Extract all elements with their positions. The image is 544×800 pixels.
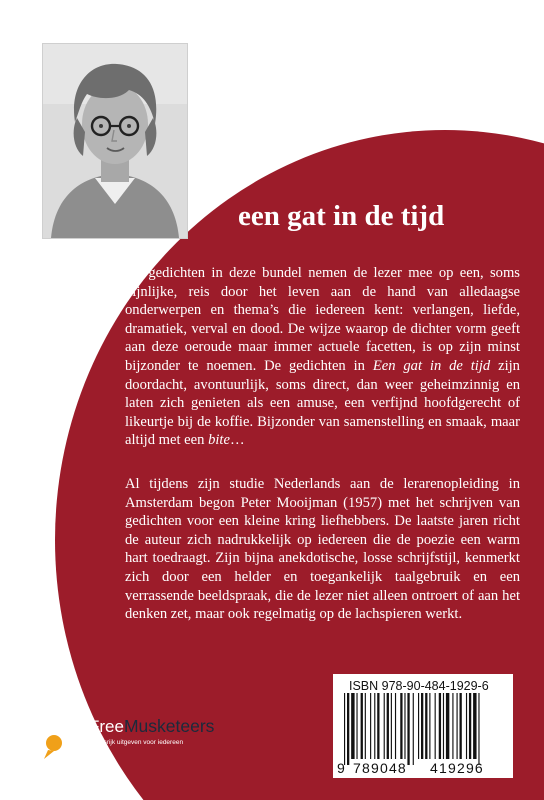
author-photo xyxy=(42,43,188,239)
blurb-paragraph-2: Al tijdens zijn studie Nederlands aan de lerarenopleiding in Amsterdam begon Peter Mooijman (1957) met het schrijven van gedichten voor een kleine kring liefhebbers. De laatste jaren richt de auteur zich nadrukkelijk op iedereen die de poezie een warm hart toedraagt. Zijn bijna anekdotische, losse schrijfstijl, kenmerkt zich door een helder en toegankelijk taalgebruik en een verrassende beeldspraak, die de lezer niet alleen ontroert of aan het denken zet, maar ook regelmatig op de lachspieren werkt. xyxy=(125,476,520,623)
barcode-first-digit: 9 xyxy=(337,760,345,776)
barcode-bar xyxy=(387,693,389,759)
barcode-bar xyxy=(429,693,430,759)
barcode-bar xyxy=(361,693,363,759)
barcode-bar xyxy=(384,693,385,759)
barcode-bar xyxy=(478,693,479,765)
barcode-bar xyxy=(347,693,349,765)
barcode-bar xyxy=(460,693,462,759)
barcode-digits xyxy=(335,760,511,776)
barcode-bar xyxy=(457,693,458,759)
barcode-bar xyxy=(469,693,471,759)
barcode-bar xyxy=(400,693,402,759)
barcode-icon xyxy=(338,693,508,765)
free-musketeers-logo-icon xyxy=(38,697,94,761)
blurb-paragraph-1: De gedichten in deze bundel nemen de lezer mee op een, soms pijnlijke, reis door het leven aan de hand van alledaagse onderwerpen en thema’s die iedereen kent: verlangen, liefde, dramatiek, verval en dood. De wijze waarop de dichter vorm geeft aan deze oeroude maar immer actuele facetten, is op zijn minst bijzonder te noemen. De gedichten in Een gat in de tijd zijn doordacht, avontuurlijk, soms direct, dan weer geheimzinnig en laten zich genieten als een amuse, een verfijnd hoofdgerecht of likeurtje bij de koffie. Bijzonder van samenstelling en smaak, maar altijd met een bite… xyxy=(125,265,520,449)
barcode-bar xyxy=(466,693,467,759)
barcode-bar xyxy=(435,693,436,759)
barcode-bar xyxy=(473,693,476,759)
barcode-bar xyxy=(391,693,392,759)
barcode-bar xyxy=(374,693,375,759)
barcode-bar xyxy=(356,693,357,759)
barcode-bar xyxy=(439,693,441,759)
barcode-bar xyxy=(421,693,423,759)
barcode-bar xyxy=(365,693,366,759)
barcode-right-digits: 419296 xyxy=(430,760,484,776)
barcode-bar xyxy=(425,693,427,759)
barcode-bar xyxy=(370,693,371,759)
publisher-name: FreeMusketeers xyxy=(89,716,215,736)
barcode-bar xyxy=(395,693,396,759)
isbn-label: ISBN 978-90-484-1929-6 xyxy=(349,679,489,693)
barcode-bar xyxy=(344,693,345,765)
barcode-bar xyxy=(443,693,444,759)
barcode-bar xyxy=(407,693,409,765)
publisher-tagline: Kansrijk uitgeven voor iedereen xyxy=(92,739,184,746)
barcode-bar xyxy=(418,693,419,759)
book-title: een gat in de tijd xyxy=(238,200,445,232)
barcode-bar xyxy=(351,693,354,759)
barcode-bar xyxy=(377,693,379,759)
barcode-bar xyxy=(452,693,453,759)
barcode-left-digits: 789048 xyxy=(353,760,407,776)
barcode-bar xyxy=(446,693,449,759)
author-portrait-icon xyxy=(43,44,187,238)
barcode-bar xyxy=(404,693,405,759)
barcode-bar xyxy=(413,693,414,765)
publisher-logo xyxy=(38,697,238,767)
